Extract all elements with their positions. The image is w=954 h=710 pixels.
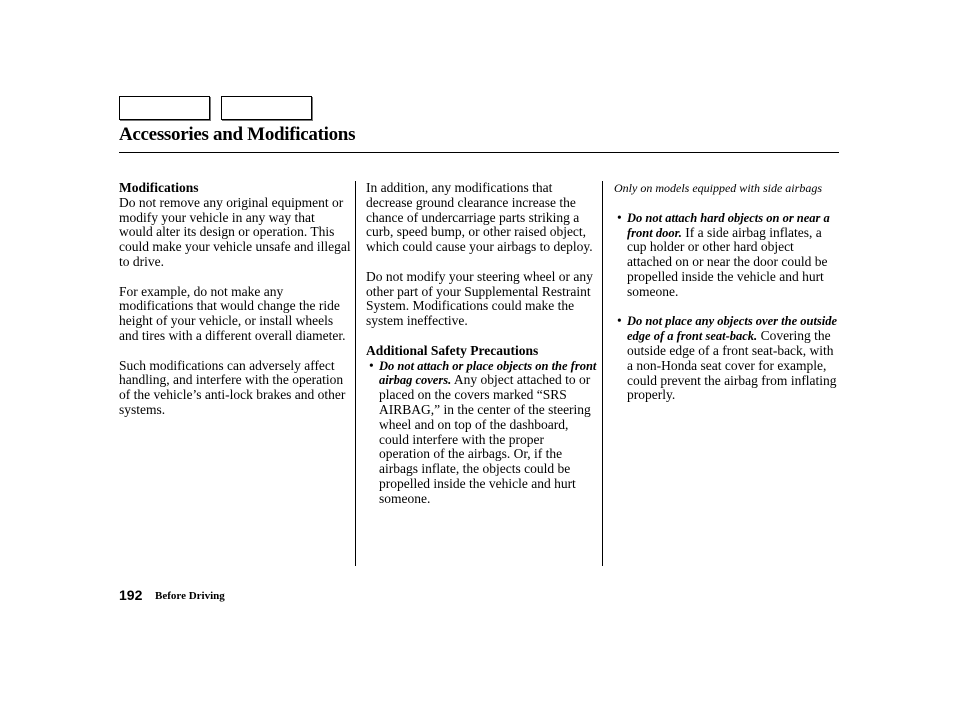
page-title: Accessories and Modifications — [119, 124, 356, 145]
clearance-paragraph: In addition, any modifications that decrease ground clearance increase the chance of undercarriage parts striking a curb, speed bump, or other raised object, which could cause your airbags to deploy. — [366, 180, 593, 255]
page-number: 192 — [119, 587, 143, 603]
section-label: Before Driving — [155, 590, 225, 602]
column-divider-1 — [355, 181, 356, 566]
column-1 — [119, 181, 351, 433]
bullet-emphasis: Do not place any objects over the outside edge of a front seat-back. — [627, 314, 838, 344]
modifications-paragraph-3: Such modifications can adversely affect handling, and interfere with the operation of the vehicle’s anti-lock brakes and other systems. — [119, 357, 346, 417]
modifications-section — [119, 181, 351, 270]
safety-precautions-heading: Additional Safety Precautions — [366, 342, 539, 358]
bullet-emphasis: Do not attach or place objects on the front airbag covers. — [379, 358, 597, 388]
nav-button-1[interactable] — [119, 96, 210, 120]
bullet-text: Covering the outside edge of a front seat-back, with a non-Honda seat cover for example, could prevent the airbag from inflating properly. — [627, 328, 837, 403]
bullet-dot: • — [369, 357, 374, 373]
bullet-emphasis: Do not attach hard objects on or near a front door. — [627, 210, 830, 240]
bullet-front-door — [614, 211, 842, 300]
modifications-paragraph-2: For example, do not make any modifications that would change the ride height of your vehicle, or install wheels and tires with a different overall diameter. — [119, 283, 346, 343]
bullet-dot: • — [617, 209, 622, 225]
modifications-paragraph-1: Do not remove any original equipment or modify your vehicle in any way that would alter its design or operation. This could make your vehicle unsafe and illegal to drive. — [119, 194, 351, 269]
column-3 — [614, 181, 842, 418]
bullet-front-airbag-covers — [366, 359, 598, 507]
bullet-seat-back — [614, 314, 842, 403]
modifications-heading: Modifications — [119, 180, 199, 195]
side-airbag-note: Only on models equipped with side airbags — [614, 181, 822, 195]
bullet-dot: • — [617, 313, 622, 329]
bullet-text: If a side airbag inflates, a cup holder or other hard object attached on or near the door could be propelled inside the vehicle and hurt someone. — [627, 224, 828, 299]
title-rule — [119, 152, 839, 153]
steering-paragraph: Do not modify your steering wheel or any other part of your Supplemental Restraint System. Modifications could make the system ineffective. — [366, 268, 593, 329]
column-2 — [366, 181, 598, 521]
nav-button-2[interactable] — [221, 96, 312, 120]
column-divider-2 — [602, 181, 603, 566]
bullet-text: Any object attached to or placed on the covers marked “SRS AIRBAG,” in the center of the steering wheel and on top of the dashboard, could interfere with the proper operation of the airbags. Or, if the airbags inflate, the objects could be propelled inside the vehicle and hurt someone. — [379, 372, 591, 506]
